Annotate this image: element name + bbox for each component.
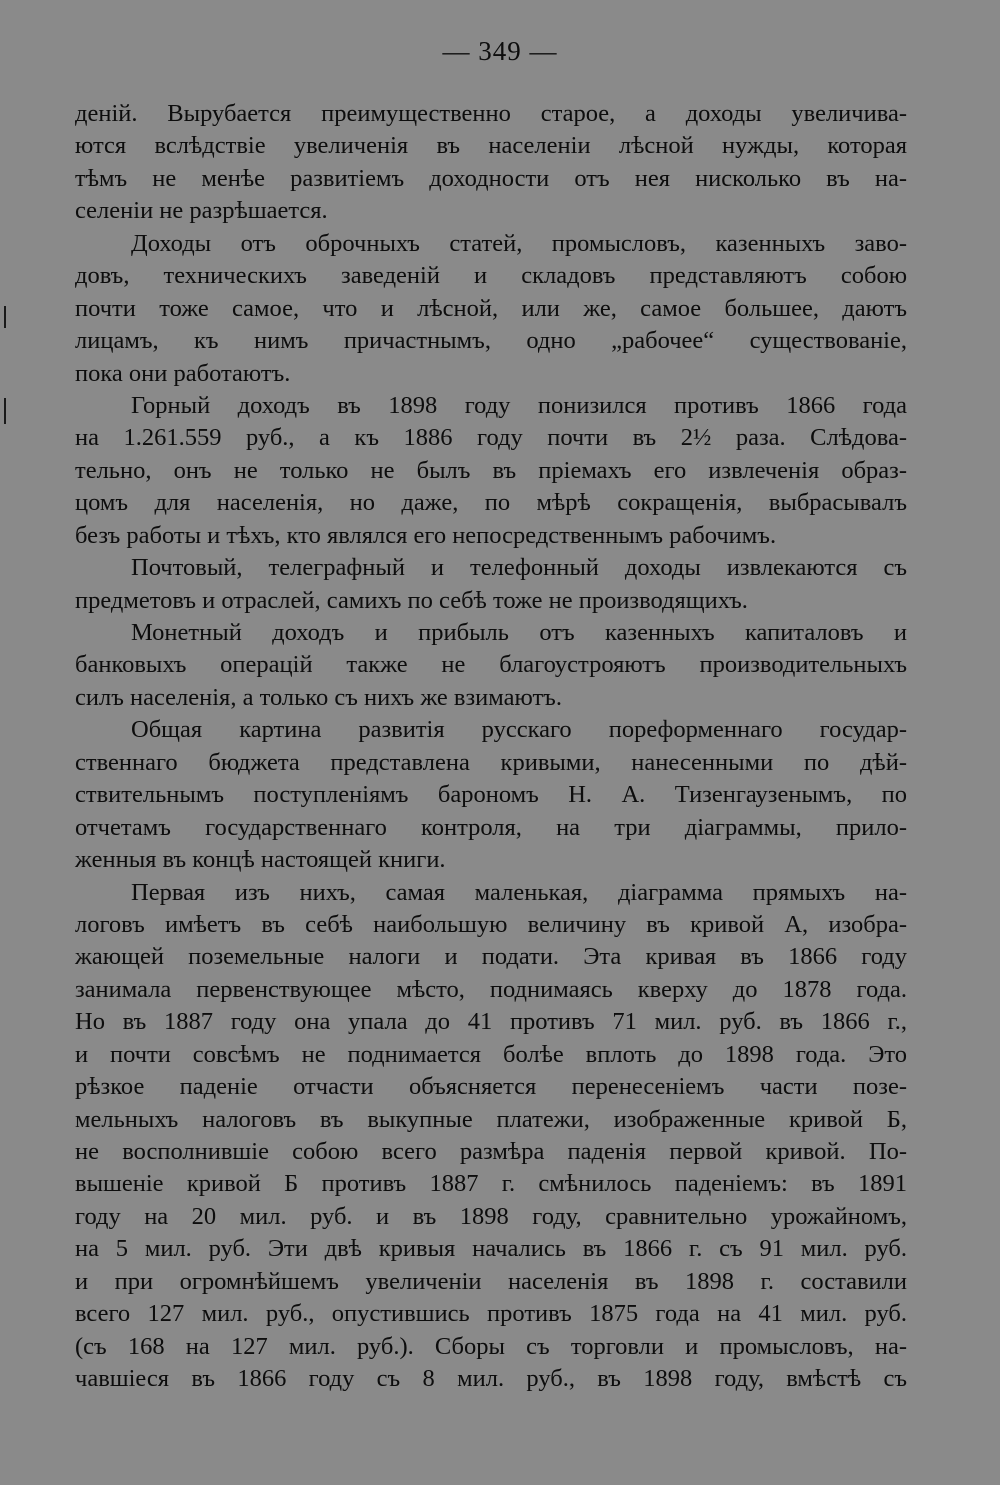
text-line: силъ населенія, а только съ нихъ же взимаютъ. xyxy=(75,683,562,711)
text-line: Доходы отъ оброчныхъ статей, промысловъ, казенныхъ заво- xyxy=(131,229,907,257)
text-line: селеніи не разрѣшается. xyxy=(75,197,328,225)
text-line: Горный доходъ въ 1898 году понизился противъ 1866 года xyxy=(131,391,907,419)
text-line: ствительнымъ поступленіямъ барономъ Н. А. Тизенгаузенымъ, по xyxy=(75,781,907,809)
text-line: и при огромнѣйшемъ увеличеніи населенія въ 1898 г. составили xyxy=(75,1267,907,1295)
margin-mark xyxy=(4,306,6,328)
text-line: на 5 мил. руб. Эти двѣ кривыя начались въ 1866 г. съ 91 мил. руб. xyxy=(75,1235,907,1263)
text-line: отчетамъ государственнаго контроля, на три діаграммы, прило- xyxy=(75,813,907,841)
text-line: Общая картина развитія русскаго пореформеннаго государ- xyxy=(131,716,907,744)
text-line: довъ, техническихъ заведеній и складовъ представляютъ собою xyxy=(75,262,907,290)
page-number: — 349 — xyxy=(442,36,558,66)
text-line: рѣзкое паденіе отчасти объясняется перенесеніемъ части позе- xyxy=(75,1073,907,1101)
text-line: предметовъ и отраслей, самихъ по себѣ тоже не производящихъ. xyxy=(75,586,748,614)
text-line: ются вслѣдствіе увеличенія въ населеніи лѣсной нужды, которая xyxy=(75,132,907,160)
text-line: женныя въ концѣ настоящей книги. xyxy=(75,846,446,874)
margin-mark xyxy=(4,398,6,424)
text-line: цомъ для населенія, но даже, по мѣрѣ сокращенія, выбрасывалъ xyxy=(75,489,907,517)
text-line: логовъ имѣетъ въ себѣ наибольшую величину въ кривой А, изобра- xyxy=(75,910,907,938)
text-line: Монетный доходъ и прибыль отъ казенныхъ капиталовъ и xyxy=(131,619,907,646)
text-line: пока они работаютъ. xyxy=(75,359,291,387)
text-line: Почтовый, телеграфный и телефонный доходы извлекаются съ xyxy=(131,554,907,582)
text-line: и почти совсѣмъ не поднимается болѣе вплоть до 1898 года. Это xyxy=(75,1040,907,1068)
text-line: мельныхъ налоговъ въ выкупные платежи, изображенные кривой Б, xyxy=(75,1105,907,1133)
text-line: тѣмъ не менѣе развитіемъ доходности отъ нея нисколько въ на- xyxy=(75,164,907,192)
body-text xyxy=(75,98,907,1396)
text-line: тельно, онъ не только не былъ въ пріемахъ его извлеченія образ- xyxy=(75,456,907,484)
text-line: банковыхъ операцій также не благоустрояютъ производительныхъ xyxy=(75,651,907,679)
text-line: занимала первенствующее мѣсто, поднимаясь кверху до 1878 года. xyxy=(75,975,907,1003)
text-line: чавшіеся въ 1866 году съ 8 мил. руб., въ 1898 году, вмѣстѣ съ xyxy=(75,1365,907,1393)
text-line: лицамъ, къ нимъ причастнымъ, одно „рабочее“ существованіе, xyxy=(75,327,907,355)
text-line: вышеніе кривой Б противъ 1887 г. смѣнилось паденіемъ: въ 1891 xyxy=(75,1170,907,1198)
text-line: деній. Вырубается преимущественно старое, а доходы увеличива- xyxy=(75,100,907,127)
text-line: всего 127 мил. руб., опустившись противъ 1875 года на 41 мил. руб. xyxy=(75,1300,907,1328)
text-line: жающей поземельные налоги и подати. Эта кривая въ 1866 году xyxy=(75,943,907,971)
text-line: почти тоже самое, что и лѣсной, или же, самое большее, даютъ xyxy=(75,294,907,322)
text-line: не восполнившіе собою всего размѣра паденія первой кривой. По- xyxy=(75,1138,907,1165)
text-line: безъ работы и тѣхъ, кто являлся его непосредственнымъ рабочимъ. xyxy=(75,521,777,549)
text-line: ственнаго бюджета представлена кривыми, нанесенными по дѣй- xyxy=(75,748,907,776)
text-line: Но въ 1887 году она упала до 41 противъ 71 мил. руб. въ 1866 г., xyxy=(75,1008,907,1036)
text-line: году на 20 мил. руб. и въ 1898 году, сравнительно урожайномъ, xyxy=(75,1202,907,1230)
text-line: (съ 168 на 127 мил. руб.). Сборы съ торговли и промысловъ, на- xyxy=(75,1332,907,1360)
text-line: Первая изъ нихъ, самая маленькая, діаграмма прямыхъ на- xyxy=(131,878,907,906)
text-line: на 1.261.559 руб., а къ 1886 году почти въ 2½ раза. Слѣдова- xyxy=(75,424,907,452)
